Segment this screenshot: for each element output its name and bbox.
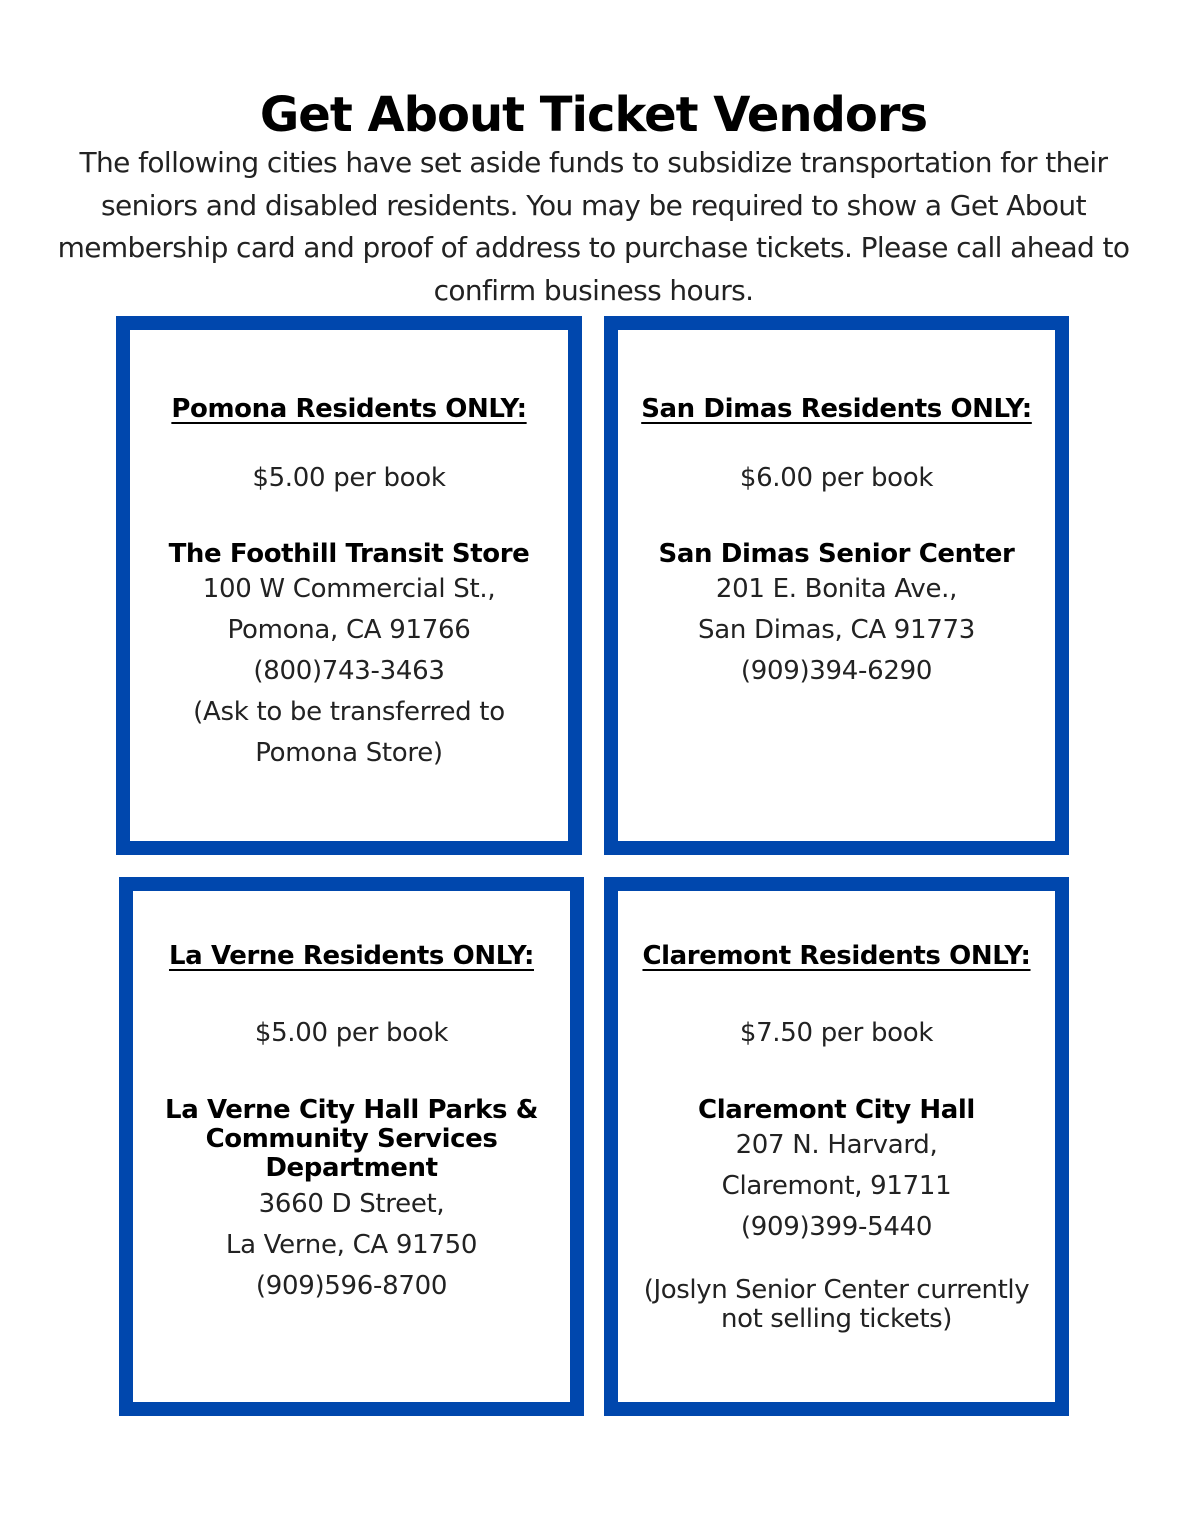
city-line: San Dimas, CA 91773 xyxy=(698,615,975,645)
city-line: Claremont, 91711 xyxy=(721,1171,952,1201)
vendor-card-pomona xyxy=(116,316,582,855)
address-line: 207 N. Harvard, xyxy=(735,1130,938,1160)
page-title: Get About Ticket Vendors xyxy=(259,87,928,143)
vendor-name xyxy=(133,1096,570,1183)
vendor-details xyxy=(618,569,1055,692)
phone-number: (909)394-6290 xyxy=(740,656,933,686)
card-heading: La Verne Residents ONLY: xyxy=(168,941,534,971)
phone-number: (909)596-8700 xyxy=(255,1271,448,1301)
city-line: Pomona, CA 91766 xyxy=(227,615,471,645)
intro-paragraph: The following cities have set aside funds to subsidize transportation for their seniors and disabled residents. You may be required to show a Get About membership card and proof of address to purchase tickets. Please call ahead to confirm business hours. xyxy=(57,146,1130,307)
card-heading: Claremont Residents ONLY: xyxy=(642,941,1031,971)
vendor-card-la-verne xyxy=(119,877,584,1416)
city-line: La Verne, CA 91750 xyxy=(225,1230,478,1260)
address-line: 3660 D Street, xyxy=(258,1189,445,1219)
vendor-name: San Dimas Senior Center xyxy=(658,539,1015,569)
phone-number: (909)399-5440 xyxy=(740,1212,933,1242)
vendor-card-claremont xyxy=(604,877,1069,1416)
vendor-name-line: La Verne City Hall Parks & xyxy=(165,1095,538,1125)
vendor-details xyxy=(133,1184,570,1307)
vendor-name-line: Community Services xyxy=(205,1124,498,1154)
phone-number: (800)743-3463 xyxy=(253,656,445,686)
note-line: (Joslyn Senior Center currently xyxy=(643,1275,1030,1305)
address-line: 100 W Commercial St., xyxy=(202,574,496,604)
note-line: (Ask to be transferred to xyxy=(193,697,505,727)
note-line: Pomona Store) xyxy=(255,738,443,768)
vendor-details xyxy=(618,1125,1055,1248)
address-line: 201 E. Bonita Ave., xyxy=(715,574,958,604)
vendor-details xyxy=(130,569,568,774)
price-per-book: $5.00 per book xyxy=(252,463,446,493)
vendor-name: The Foothill Transit Store xyxy=(168,539,530,569)
vendor-card-san-dimas xyxy=(604,316,1069,855)
card-heading: San Dimas Residents ONLY: xyxy=(641,394,1032,424)
price-per-book: $7.50 per book xyxy=(739,1018,934,1048)
vendor-note xyxy=(618,1276,1055,1334)
price-per-book: $6.00 per book xyxy=(739,463,934,493)
vendor-name: Claremont City Hall xyxy=(698,1095,975,1125)
card-heading: Pomona Residents ONLY: xyxy=(171,394,527,424)
note-line: not selling tickets) xyxy=(720,1304,953,1334)
vendor-name-line: Department xyxy=(265,1153,438,1183)
price-per-book: $5.00 per book xyxy=(254,1018,449,1048)
